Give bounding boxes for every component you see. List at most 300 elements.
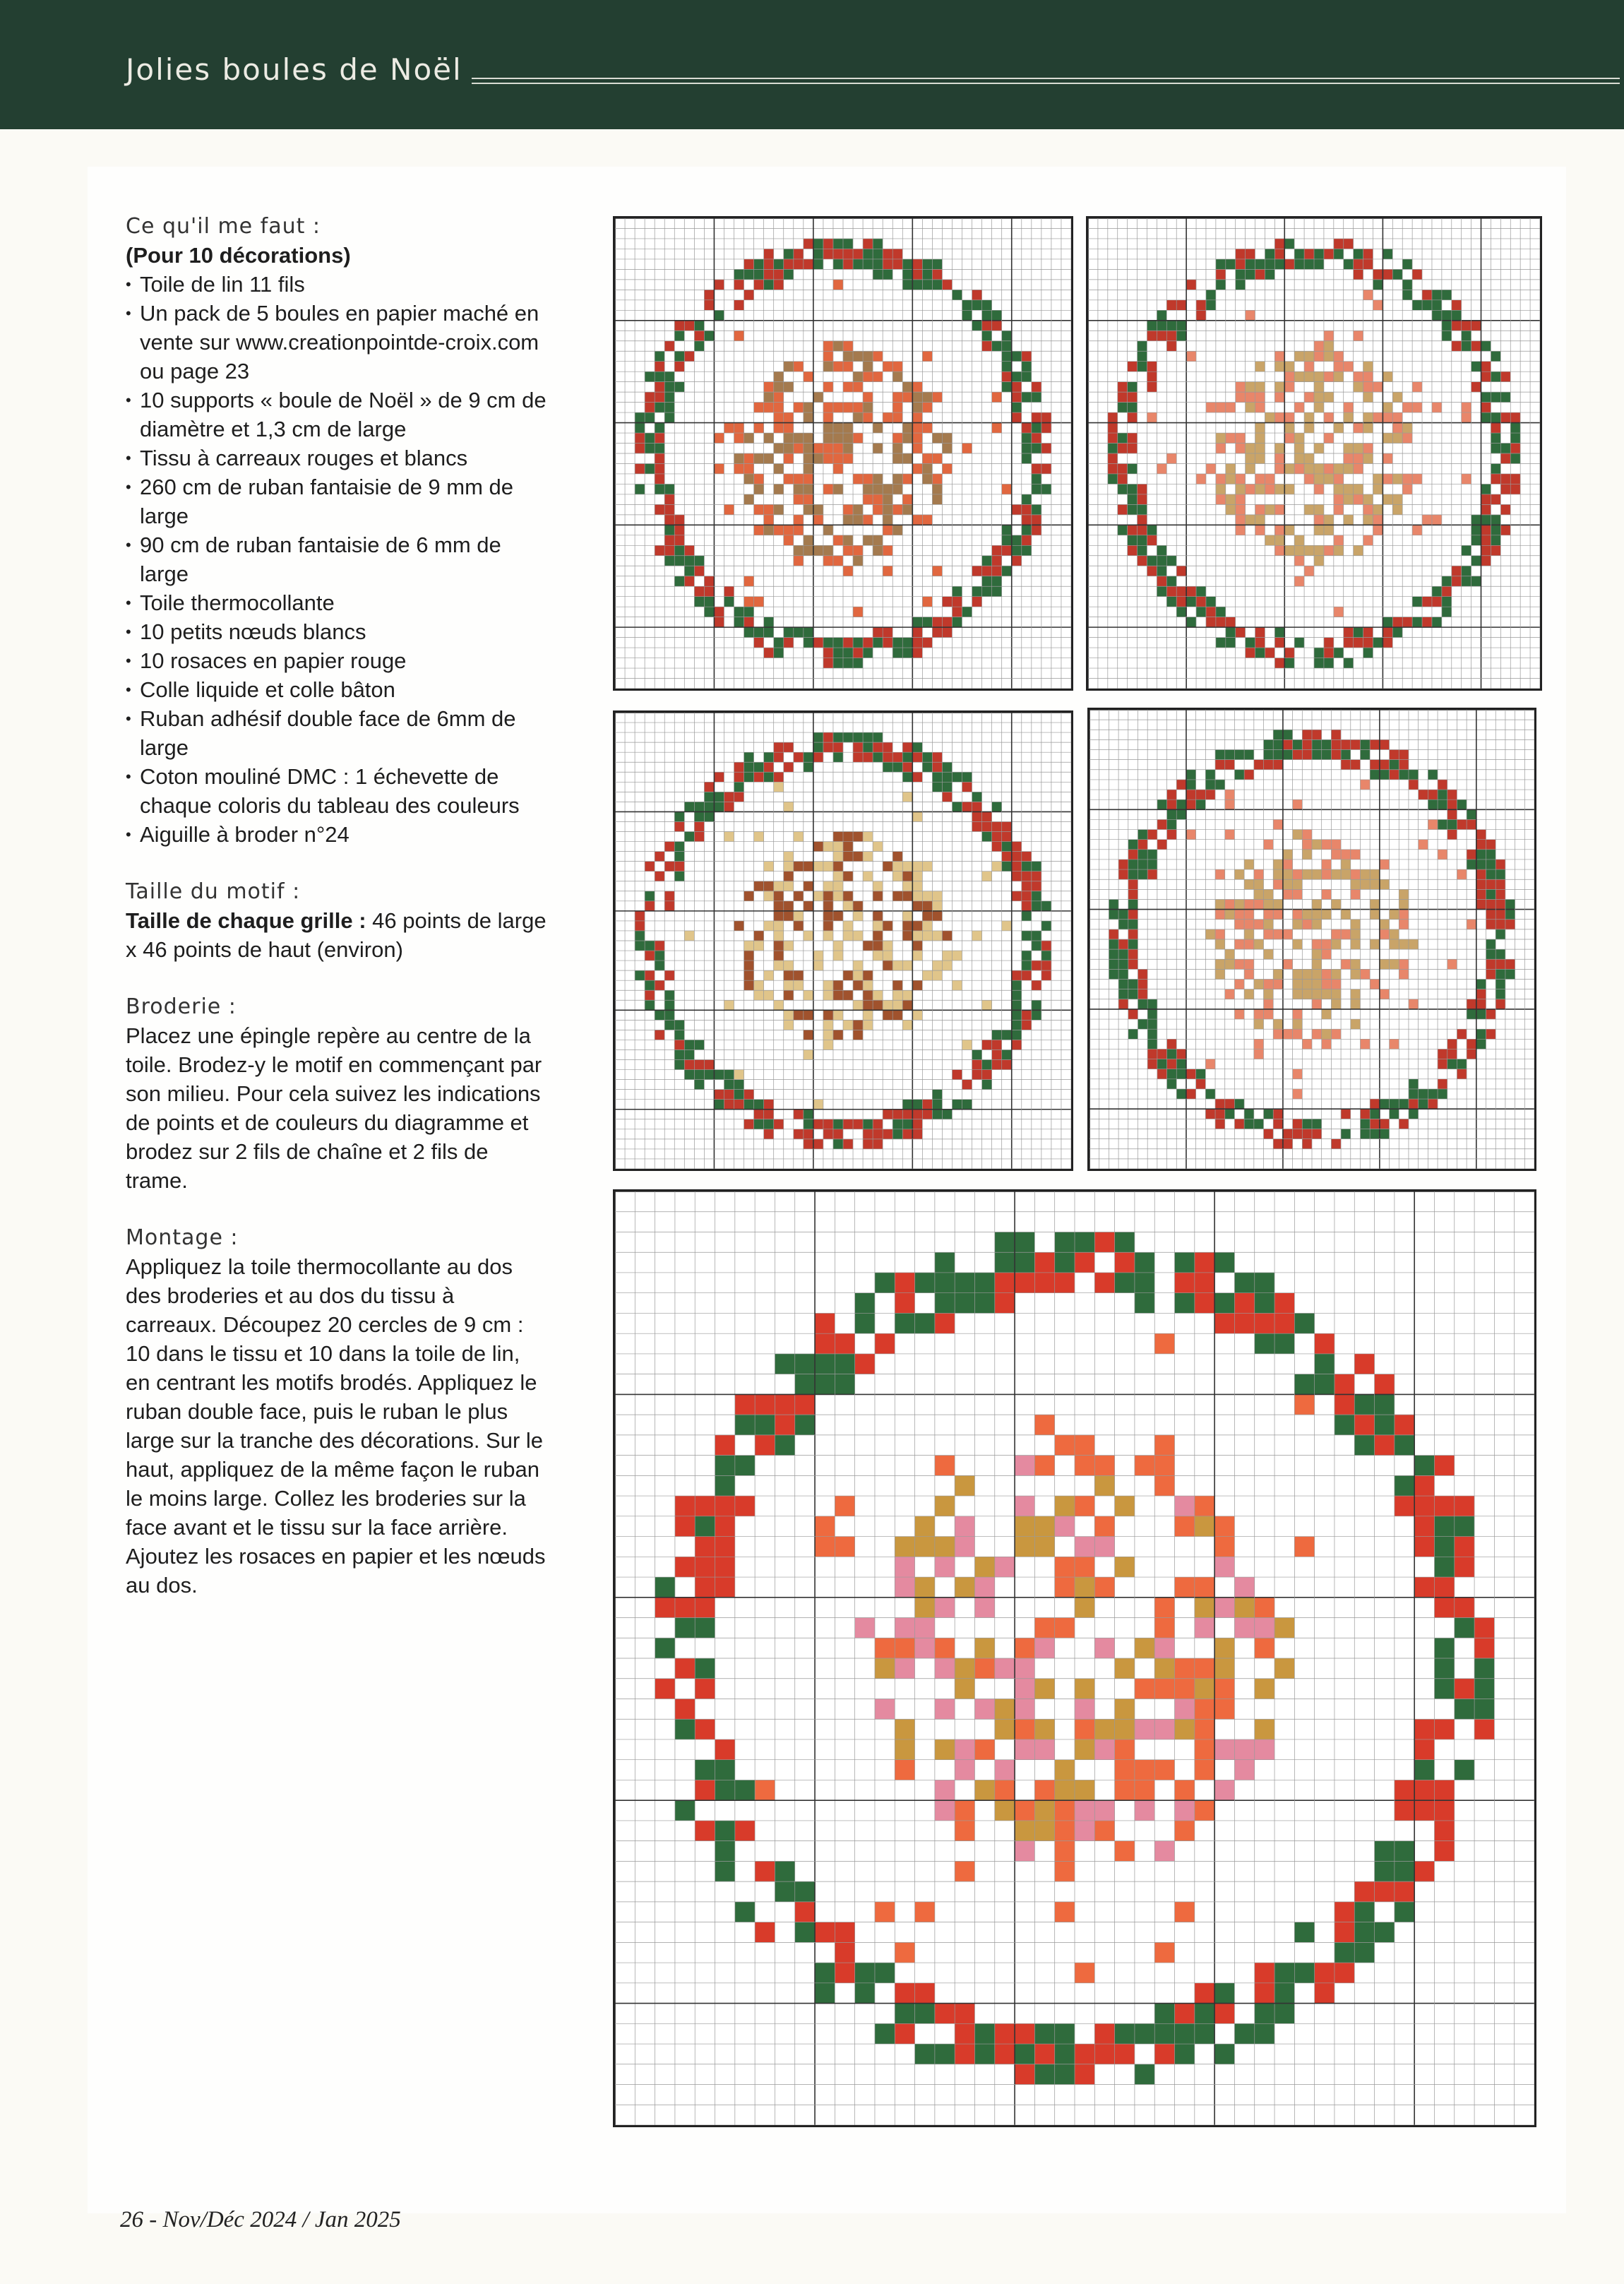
stitch: [1226, 638, 1236, 648]
stitch: [1390, 959, 1399, 969]
stitch: [1293, 1129, 1303, 1138]
stitch: [1414, 1861, 1434, 1881]
stitch: [1175, 2023, 1195, 2044]
stitch: [1294, 638, 1304, 648]
stitch: [1273, 760, 1283, 770]
stitch: [1442, 290, 1452, 299]
stitch: [1226, 259, 1236, 269]
stitch: [1293, 1069, 1303, 1079]
stitch: [1375, 1861, 1395, 1881]
stitch: [843, 852, 853, 862]
stitch: [645, 412, 655, 422]
stitch: [744, 453, 754, 463]
stitch: [655, 444, 664, 453]
stitch: [1075, 1780, 1094, 1800]
stitch: [1476, 1009, 1486, 1019]
stitch: [635, 931, 645, 941]
stitch: [853, 648, 863, 658]
stitch: [754, 423, 764, 433]
stitch: [1383, 371, 1392, 381]
stitch: [873, 239, 883, 249]
stitch: [1022, 862, 1032, 872]
stitch: [1015, 1456, 1034, 1476]
stitch: [1195, 1983, 1214, 2004]
stitch: [892, 1010, 902, 1020]
stitch: [774, 742, 784, 752]
stitch: [912, 980, 922, 990]
stitch: [1422, 290, 1432, 299]
stitch: [1196, 790, 1206, 799]
stitch: [1467, 809, 1476, 819]
stitch: [1225, 899, 1235, 909]
stitch: [1244, 899, 1254, 909]
stitch: [1428, 1099, 1438, 1109]
stitch: [1264, 750, 1274, 760]
stitch: [1476, 840, 1486, 850]
stitch: [892, 474, 902, 484]
stitch: [833, 1129, 843, 1139]
stitch: [744, 474, 754, 484]
stitch: [1273, 730, 1283, 739]
stitch: [1432, 290, 1442, 299]
stitch: [1255, 1293, 1274, 1314]
stitch: [922, 1110, 932, 1119]
stitch: [1255, 392, 1265, 402]
stitch: [744, 1100, 754, 1110]
stitch: [1422, 515, 1432, 525]
requirement-item: • 10 petits nœuds blancs: [126, 617, 549, 646]
stitch: [1312, 1129, 1322, 1138]
stitch: [955, 1537, 974, 1557]
stitch: [1216, 484, 1226, 494]
stitch: [1363, 627, 1373, 637]
stitch: [1118, 504, 1128, 514]
stitch: [843, 453, 853, 463]
stitch: [674, 576, 684, 586]
stitch: [744, 617, 754, 627]
stitch: [902, 474, 912, 484]
stitch: [635, 941, 645, 951]
stitch: [1304, 423, 1314, 433]
stitch: [912, 392, 922, 402]
stitch: [694, 566, 704, 576]
stitch: [922, 921, 932, 931]
stitch: [1138, 341, 1147, 351]
stitch: [1351, 760, 1361, 770]
stitch: [1022, 444, 1032, 453]
stitch: [813, 515, 823, 525]
stitch: [804, 931, 813, 941]
stitch: [863, 535, 873, 545]
stitch: [1265, 259, 1274, 269]
stitch: [1495, 989, 1505, 999]
stitch: [1335, 1415, 1354, 1435]
stitch: [764, 1129, 774, 1139]
stitch: [1354, 444, 1363, 453]
stitch: [922, 1100, 932, 1110]
stitch: [1135, 1456, 1154, 1476]
stitch: [863, 1129, 873, 1139]
stitch: [804, 1110, 813, 1119]
stitch: [1457, 1029, 1467, 1039]
stitch: [774, 931, 784, 941]
stitch: [1264, 999, 1274, 1009]
stitch: [1302, 739, 1312, 749]
stitch: [1154, 2023, 1174, 2044]
stitch: [1344, 658, 1354, 668]
stitch: [754, 772, 764, 782]
stitch: [714, 792, 724, 802]
stitch: [1265, 504, 1274, 514]
stitch: [915, 1902, 935, 1922]
stitch: [873, 1119, 883, 1129]
stitch: [1094, 1739, 1114, 1760]
stitch: [1176, 1059, 1186, 1069]
stitch: [1284, 484, 1294, 494]
stitch: [1022, 1020, 1032, 1030]
stitch: [823, 423, 833, 433]
stitch: [774, 484, 784, 494]
stitch: [1022, 351, 1032, 361]
stitch: [1414, 1496, 1434, 1516]
stitch: [942, 782, 952, 792]
stitch: [1138, 484, 1147, 494]
stitch: [1154, 1760, 1174, 1780]
stitch: [1471, 576, 1481, 586]
stitch: [873, 474, 883, 484]
stitch: [875, 1273, 895, 1293]
stitch: [1205, 1089, 1215, 1099]
stitch: [764, 1119, 774, 1129]
stitch: [892, 259, 902, 269]
stitch: [1273, 739, 1283, 749]
stitch: [1312, 939, 1322, 949]
stitch: [1225, 949, 1235, 959]
stitch: [1094, 1537, 1114, 1557]
stitch: [1363, 392, 1373, 402]
stitch: [1226, 627, 1236, 637]
stitch: [1274, 545, 1284, 555]
stitch: [883, 862, 892, 872]
stitch: [902, 423, 912, 433]
stitch: [675, 1719, 695, 1739]
stitch: [1075, 1679, 1094, 1699]
stitch: [1215, 869, 1225, 879]
stitch: [764, 280, 774, 290]
stitch: [1118, 869, 1128, 879]
stitch: [1491, 494, 1500, 504]
stitch: [1481, 504, 1491, 514]
stitch: [1246, 463, 1255, 473]
requirement-item: • 260 cm de ruban fantaisie de 9 mm de large: [126, 472, 549, 530]
stitch: [892, 762, 902, 772]
stitch: [863, 1000, 873, 1010]
stitch: [1094, 1516, 1114, 1537]
stitch: [1246, 382, 1255, 392]
stitch: [1115, 1699, 1135, 1719]
stitch: [1304, 453, 1314, 463]
stitch: [1375, 1881, 1395, 1902]
stitch: [1438, 850, 1447, 860]
stitch: [873, 752, 883, 762]
stitch: [674, 872, 684, 881]
stitch: [1438, 1049, 1447, 1059]
stitch: [1015, 1516, 1034, 1537]
stitch: [1344, 444, 1354, 453]
stitch: [1293, 879, 1303, 889]
stitch: [883, 269, 892, 279]
stitch: [895, 1537, 914, 1557]
stitch: [1055, 1760, 1075, 1780]
stitch: [1334, 535, 1344, 545]
stitch: [1334, 607, 1344, 617]
stitch: [1032, 382, 1041, 392]
stitch: [915, 1577, 935, 1598]
stitch: [1481, 362, 1491, 371]
stitch: [754, 504, 764, 514]
stitch: [1175, 1780, 1195, 1800]
stitch: [1273, 969, 1283, 979]
stitch: [972, 321, 982, 331]
stitch: [1055, 1841, 1075, 1862]
stitch: [1215, 959, 1225, 969]
stitch: [1476, 869, 1486, 879]
stitch: [942, 433, 952, 443]
stitch: [992, 545, 1002, 555]
stitch: [1392, 269, 1402, 279]
stitch: [1486, 860, 1496, 869]
stitch: [873, 627, 883, 637]
stitch: [1012, 1020, 1022, 1030]
stitch: [1075, 1435, 1094, 1456]
stitch: [1293, 939, 1303, 949]
stitch: [1500, 474, 1510, 484]
stitch: [853, 970, 863, 980]
stitch: [664, 901, 674, 911]
stitch: [1495, 949, 1505, 959]
stitch: [833, 658, 843, 668]
stitch: [1294, 444, 1304, 453]
stitch: [1214, 1557, 1234, 1577]
stitch: [1138, 869, 1147, 879]
stitch: [1176, 1069, 1186, 1079]
stitch: [902, 752, 912, 762]
stitch: [1314, 474, 1324, 484]
stitch: [1354, 1902, 1374, 1922]
stitch: [1414, 1800, 1434, 1821]
stitch: [1452, 321, 1462, 331]
stitch: [1108, 453, 1118, 463]
stitch: [755, 1922, 775, 1943]
stitch: [1055, 1861, 1075, 1881]
stitch: [823, 239, 833, 249]
stitch: [1236, 392, 1246, 402]
stitch: [863, 852, 873, 862]
stitch: [1495, 910, 1505, 920]
stitch: [1244, 939, 1254, 949]
stitch: [784, 881, 794, 891]
stitch: [734, 433, 744, 443]
stitch: [1293, 1009, 1303, 1019]
stitch: [774, 772, 784, 782]
stitch: [1234, 910, 1244, 920]
stitch: [1166, 556, 1176, 566]
stitch: [1409, 939, 1419, 949]
stitch: [1360, 780, 1370, 790]
stitch: [1455, 1679, 1474, 1699]
stitch: [1452, 566, 1462, 576]
stitch: [1419, 840, 1428, 850]
stitch: [1409, 999, 1419, 1009]
stitch: [1002, 862, 1012, 872]
stitch: [1452, 576, 1462, 586]
stitch: [1154, 1638, 1174, 1658]
stitch: [1128, 980, 1138, 989]
stitch: [962, 772, 972, 782]
stitch: [1351, 889, 1361, 899]
stitch: [1002, 545, 1012, 555]
stitch: [1041, 941, 1051, 951]
stitch: [1186, 790, 1196, 799]
stitch: [1380, 760, 1390, 770]
stitch: [892, 1119, 902, 1129]
stitch: [942, 772, 952, 782]
stitch: [684, 1040, 694, 1049]
stitch: [1491, 371, 1500, 381]
stitch: [664, 1000, 674, 1010]
stitch: [932, 772, 942, 782]
stitch: [912, 463, 922, 473]
stitch: [1274, 1293, 1294, 1314]
stitch: [1128, 444, 1138, 453]
stitch: [754, 453, 764, 463]
stitch: [1344, 515, 1354, 525]
stitch: [995, 1699, 1015, 1719]
stitch: [1302, 830, 1312, 840]
stitch: [1236, 280, 1246, 290]
stitch: [1373, 412, 1383, 422]
stitch: [843, 423, 853, 433]
stitch: [1380, 1099, 1390, 1109]
stitch: [694, 832, 704, 842]
stitch: [1255, 259, 1265, 269]
stitch: [774, 525, 784, 535]
stitch: [1196, 474, 1206, 484]
stitch: [823, 545, 833, 555]
stitch: [833, 463, 843, 473]
stitch: [1234, 980, 1244, 989]
stitch: [843, 658, 853, 668]
stitch: [895, 1719, 914, 1739]
stitch: [843, 872, 853, 881]
stitch: [784, 249, 794, 258]
stitch: [1395, 1800, 1414, 1821]
stitch: [794, 980, 804, 990]
stitch: [774, 371, 784, 381]
stitch: [695, 1598, 715, 1618]
stitch: [1434, 1800, 1454, 1821]
stitch: [1128, 910, 1138, 920]
stitch: [935, 2044, 955, 2064]
stitch: [1360, 1129, 1370, 1138]
stitch: [912, 862, 922, 872]
stitch: [863, 1020, 873, 1030]
motif-size-label: Taille de chaque grille :: [126, 908, 366, 933]
stitch: [873, 444, 883, 453]
stitch: [1370, 910, 1380, 920]
stitch: [804, 535, 813, 545]
stitch: [794, 525, 804, 535]
stitch: [734, 921, 744, 931]
stitch: [912, 1129, 922, 1139]
stitch: [1215, 1119, 1225, 1129]
stitch: [1481, 556, 1491, 566]
stitch: [1360, 1039, 1370, 1049]
stitch: [674, 362, 684, 371]
stitch: [1075, 1739, 1094, 1760]
stitch: [1034, 2044, 1054, 2064]
stitch: [1254, 1039, 1264, 1049]
stitch: [664, 535, 674, 545]
stitch: [974, 1293, 994, 1314]
stitch: [1128, 382, 1138, 392]
stitch: [1428, 1089, 1438, 1099]
stitch: [1118, 484, 1128, 494]
stitch: [833, 444, 843, 453]
stitch: [794, 1129, 804, 1139]
stitch: [1274, 1658, 1294, 1679]
stitch: [1015, 1679, 1034, 1699]
stitch: [1118, 444, 1128, 453]
stitch: [1128, 392, 1138, 402]
stitch: [1012, 1040, 1022, 1049]
stitch: [1216, 474, 1226, 484]
stitch: [813, 960, 823, 970]
stitch: [1128, 929, 1138, 939]
stitch: [1314, 556, 1324, 566]
stitch: [1383, 249, 1392, 258]
stitch: [992, 423, 1002, 433]
stitch: [995, 2044, 1015, 2064]
stitch: [1236, 484, 1246, 494]
stitch: [902, 872, 912, 881]
stitch: [1294, 1313, 1314, 1333]
stitch: [873, 921, 883, 931]
chart-fawn: [613, 216, 1073, 691]
stitch: [1422, 597, 1432, 607]
stitch: [684, 931, 694, 941]
stitch: [754, 525, 764, 535]
stitch: [1274, 259, 1284, 269]
stitch: [863, 474, 873, 484]
stitch: [1495, 860, 1505, 869]
stitch: [833, 453, 843, 463]
stitch: [1206, 597, 1216, 607]
stitch: [823, 403, 833, 412]
stitch: [1215, 929, 1225, 939]
stitch: [1175, 1800, 1195, 1821]
stitch: [1225, 910, 1235, 920]
stitch: [784, 423, 794, 433]
stitch: [804, 463, 813, 473]
stitch: [813, 239, 823, 249]
stitch: [912, 872, 922, 881]
stitch: [1471, 321, 1481, 331]
stitch: [833, 423, 843, 433]
stitch: [1455, 1496, 1474, 1516]
stitch: [892, 249, 902, 258]
stitch: [1154, 1942, 1174, 1963]
